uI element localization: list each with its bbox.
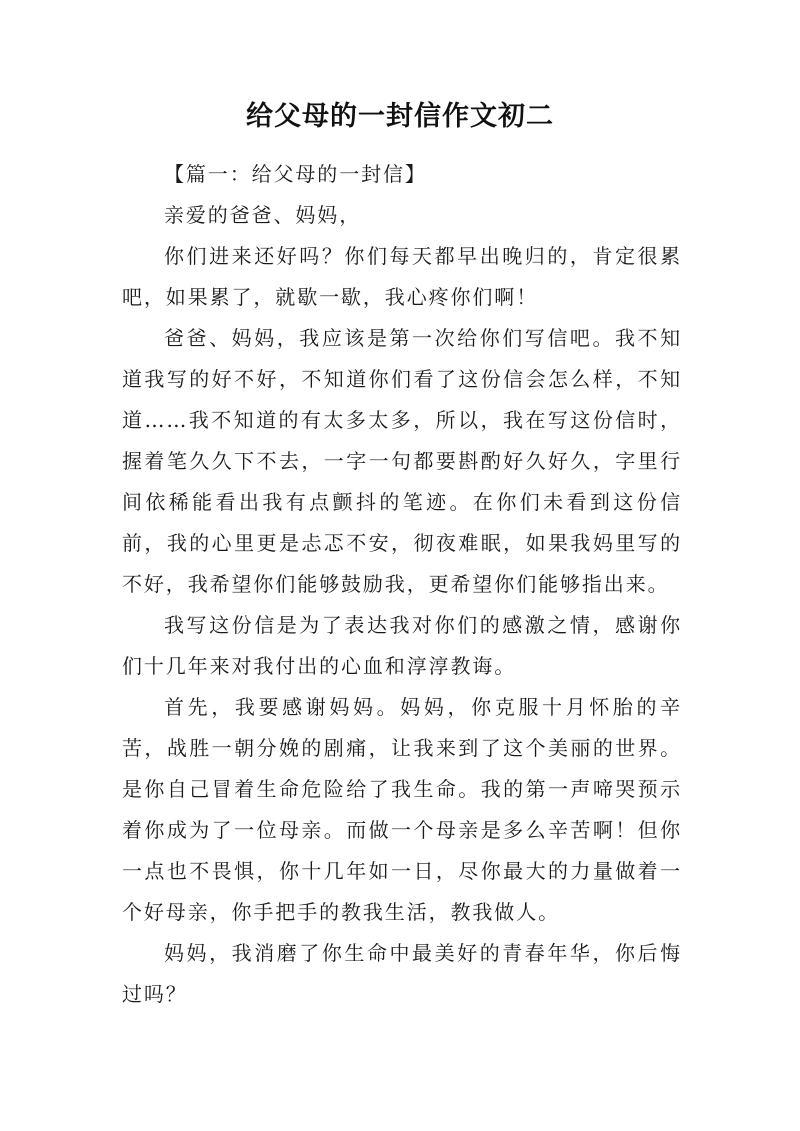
paragraph: 首先，我要感谢妈妈。妈妈，你克服十月怀胎的辛苦，战胜一朝分娩的剧痛，让我来到了这个美丽的世界。是你自己冒着生命危险给了我生命。我的第一声啼哭预示着你成为了一位母亲。而做一个母亲是多么辛苦啊！但你一点也不畏惧，你十几年如一日，尽你最大的力量做着一个好母亲，你手把手的教我生活，教我做人。: [122, 695, 682, 924]
salutation: 亲爱的爸爸、妈妈，: [164, 203, 362, 227]
paragraph: 我写这份信是为了表达我对你们的感激之情，感谢你们十几年来对我付出的心血和淳淳教诲。: [122, 613, 682, 678]
paragraph: 你们进来还好吗？你们每天都早出晚归的，肯定很累吧，如果累了，就歇一歇，我心疼你们啊！: [122, 244, 682, 309]
paragraph: 妈妈，我消磨了你生命中最美好的青春年华，你后悔过吗？: [122, 941, 682, 1006]
document-body: [122, 154, 682, 1015]
document-title: 给父母的一封信作文初二: [246, 101, 554, 132]
paragraph: 爸爸、妈妈，我应该是第一次给你们写信吧。我不知道我写的好不好，不知道你们看了这份信会怎么样，不知道……我不知道的有太多太多，所以，我在写这份信时，握着笔久久下不去，一字一句都要斟酌好久好久，字里行间依稀能看出我有点颤抖的笔迹。在你们未看到这份信前，我的心里更是忐忑不安，彻夜难眠，如果我妈里写的不好，我希望你们能够鼓励我，更希望你们能够指出来。: [122, 326, 682, 596]
section-heading: 【篇一：给父母的一封信】: [164, 162, 427, 186]
